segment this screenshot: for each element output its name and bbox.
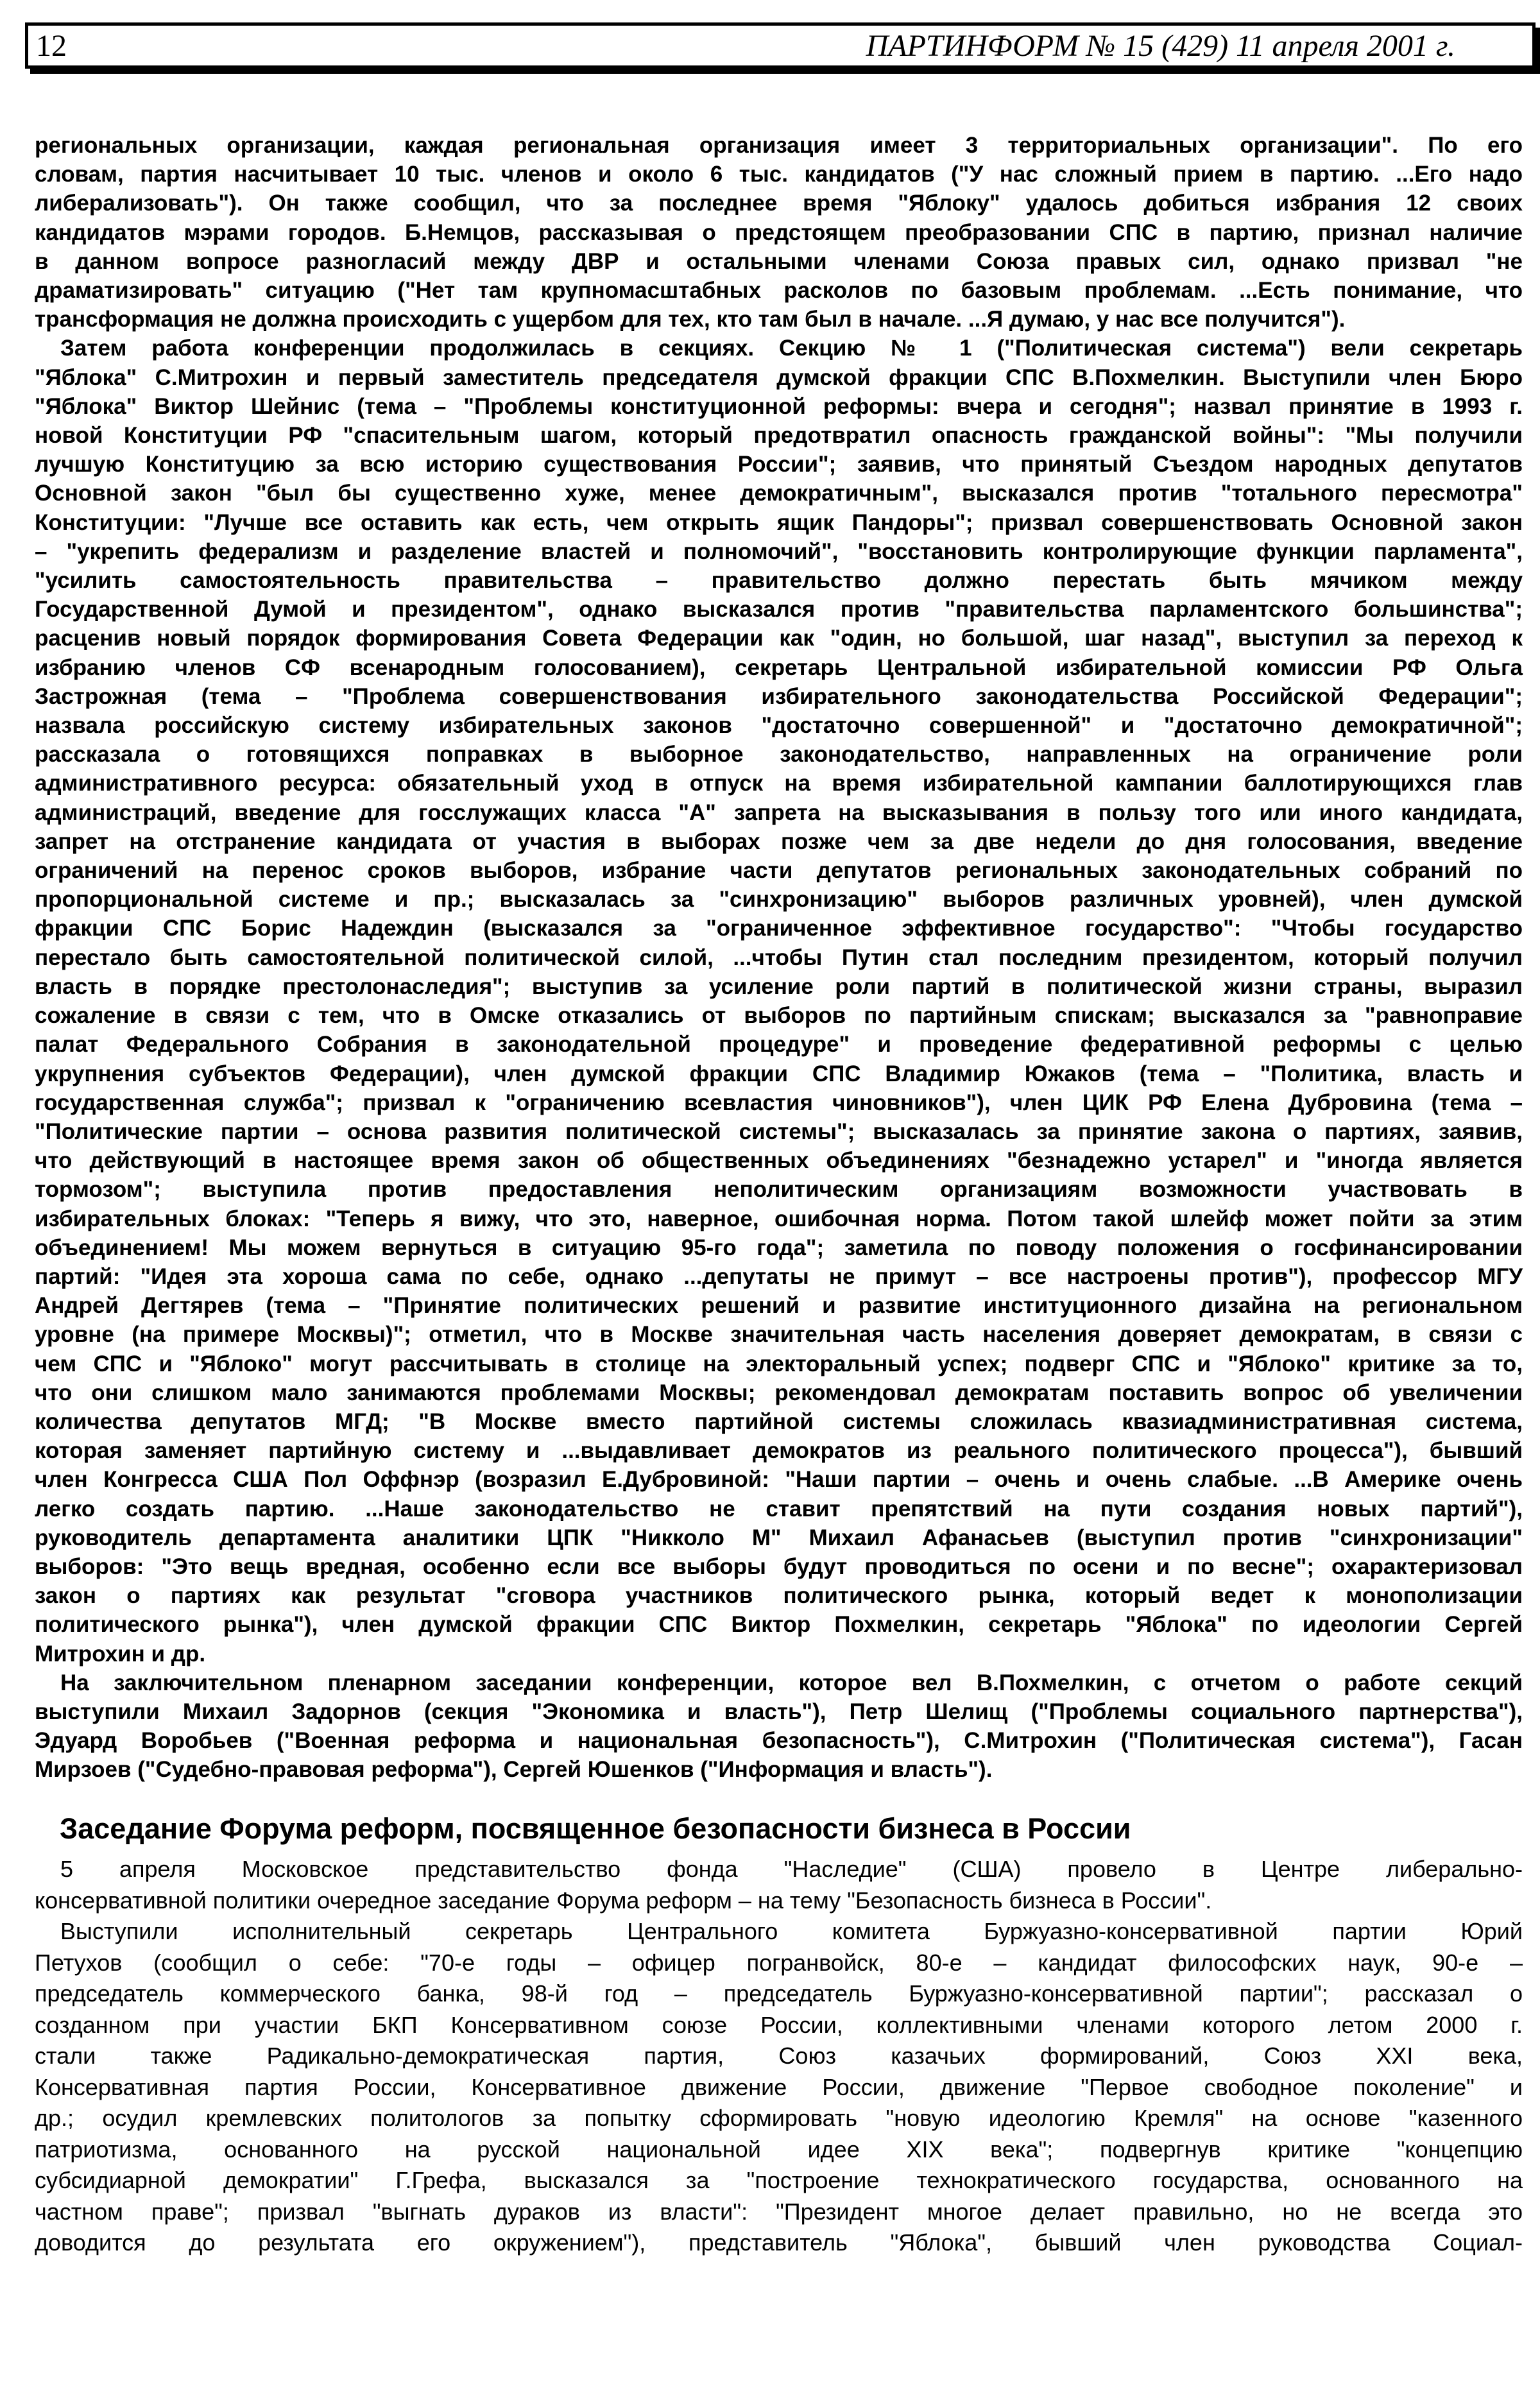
- text-line: политического рынка"), член думской фракции СПС Виктор Похмелкин, секретарь "Яблока" по идеологии Сергей: [35, 1612, 1523, 1638]
- publication-title: ПАРТИНФОРМ № 15 (429) 11 апреля 2001 г.: [866, 29, 1455, 63]
- page-number: 12: [36, 29, 67, 63]
- paragraph: [35, 334, 1523, 1668]
- text-line: созданном при участии БКП Консервативном союзе России, коллективными членами которого летом 2000 г.: [35, 2011, 1523, 2038]
- text-line: расценив новый порядок формирования Совета Федерации как "один, но большой, шаг назад", выступил за переход к: [35, 626, 1523, 651]
- text-line: палат Федерального Собрания в законодательной процедуре" и проведение федеративной реформы с целью: [35, 1032, 1523, 1058]
- text-line: сожаление в связи с тем, что в Омске отказались от выборов по партийным спискам; высказался за "равноправие: [35, 1003, 1523, 1029]
- text-line: закон о партиях как результат "сговора участников политического рынка, который ведет к монополизации: [35, 1583, 1523, 1609]
- text-line: "Политические партии – основа развития политической системы"; высказалась за принятие закона о партиях, заявив,: [35, 1118, 1523, 1144]
- text-line: словам, партия насчитывает 10 тыс. членов и около 6 тыс. кандидатов ("У нас сложный прием в партию. ...Его надо: [35, 162, 1523, 187]
- text-line: лучшую Конституцию за всю историю существования России"; заявив, что принятый Съездом народных депутатов: [35, 452, 1523, 477]
- text-line: "Яблока" С.Митрохин и первый заместитель председателя думской фракции СПС В.Похмелкин. Выступили член Бюро: [35, 364, 1523, 390]
- text-line: избирательных блоках: "Теперь я вижу, что это, наверное, ошибочная норма. Потом такой шлейф может пойти за этим: [35, 1206, 1523, 1231]
- text-line: Основной закон "был бы существенно хуже, менее демократичным", высказался против "тотального пересмотра": [35, 481, 1523, 506]
- text-line: тормозом"; выступила против предоставления неполитическим организациям возможности участвовать в: [35, 1177, 1523, 1203]
- text-line: которая заменяет партийную систему и ...выдавливает демократов из реального политического процесса"), бывший: [35, 1438, 1523, 1464]
- text-line: либерализовать"). Он также сообщил, что за последнее время "Яблоку" удалось добиться избрания 12 своих: [35, 191, 1523, 216]
- text-line: запрет на отстранение кандидата от участия в выборах позже чем за две недели до дня голосования, введение: [35, 828, 1523, 854]
- text-line: избранию членов СФ всенародным голосованием), секретарь Центральной избирательной комиссии РФ Ольга: [35, 655, 1523, 680]
- text-line: легко создать партию. ...Наше законодательство не ставит препятствий на пути создания новых партий"),: [35, 1496, 1523, 1521]
- text-line: выступили Михаил Задорнов (секция "Экономика и власть"), Петр Шелищ ("Проблемы социального партнерства"),: [35, 1699, 1523, 1724]
- paragraph: [35, 131, 1523, 334]
- text-line: "Яблока" Виктор Шейнис (тема – "Проблемы конституционной реформы: вчера и сегодня"; назвал принятие в 1993 г.: [35, 393, 1523, 419]
- text-line: Петухов (сообщил о себе: "70-е годы – офицер погранвойск, 80-е – кандидат философских наук, 90-е –: [35, 1949, 1523, 1976]
- text-line: перестало быть самостоятельной политической силой, ...чтобы Путин стал последним президентом, который получил: [35, 945, 1523, 970]
- text-line: субсидиарной демократии" Г.Грефа, высказался за "построение технократического государства, основанного на: [35, 2167, 1523, 2193]
- conference-report-text: [35, 131, 1523, 1785]
- text-line: председатель коммерческого банка, 98-й год – председатель Буржуазно-консервативной партии"; рассказал о: [35, 1980, 1523, 2007]
- text-line: Мирзоев ("Судебно-правовая реформа"), Сергей Юшенков ("Информация и власть").: [35, 1757, 993, 1783]
- text-line: Консервативная партия России, Консервативное движение России, движение "Первое свободное поколение" и: [35, 2073, 1523, 2100]
- text-line: выборов: "Это вещь вредная, особенно если все выборы будут проводиться по осени и по весне"; охарактеризовал: [35, 1554, 1523, 1579]
- text-line: трансформация не должна происходить с ущербом для тех, кто там был в начале. ...Я думаю, у нас все получится").: [35, 307, 1346, 332]
- text-line: консервативной политики очередное заседание Форума реформ – на тему "Безопасность бизнеса в России".: [35, 1887, 1212, 1914]
- text-line: др.; осудил кремлевских политологов за попытку сформировать "новую идеологию Кремля" на основе "казенного: [35, 2105, 1523, 2131]
- text-line: Митрохин и др.: [35, 1641, 206, 1667]
- text-line: укрупнения субъектов Федерации), член думской фракции СПС Владимир Южаков (тема – "Политика, власть и: [35, 1061, 1523, 1086]
- text-line: руководитель департамента аналитики ЦПК "Никколо М" Михаил Афанасьев (выступил против "синхронизации": [35, 1525, 1523, 1550]
- article-body: [35, 1854, 1523, 2259]
- text-line: Эдуард Воробьев ("Военная реформа и национальная безопасность"), С.Митрохин ("Политическая система"), Гасан: [35, 1728, 1523, 1754]
- text-line: стали также Радикально-демократическая партия, Союз казачьих формирований, Союз XXI века,: [35, 2043, 1523, 2069]
- text-line: Затем работа конференции продолжилась в секциях. Секцию № 1 ("Политическая система") вели секретарь: [60, 336, 1523, 361]
- text-line: партий: "Идея эта хороша сама по себе, однако ...депутаты не примут – все настроены против"), профессор МГУ: [35, 1264, 1523, 1289]
- text-line: пропорциональной системе и пр.; высказалась за "синхронизацию" выборов различных уровней), член думской: [35, 887, 1523, 913]
- text-line: рассказала о готовящихся поправках в выборное законодательство, направленных на ограничение роли: [35, 742, 1523, 767]
- text-line: – "укрепить федерализм и разделение властей и полномочий", "восстановить контролирующие функции парламента",: [35, 538, 1523, 564]
- text-line: Государственной Думой и президентом", однако высказался против "правительства парламентского большинства";: [35, 597, 1523, 622]
- text-line: Конституции: "Лучше все оставить как есть, чем открыть ящик Пандоры"; призвал совершенствовать Основной закон: [35, 510, 1523, 535]
- text-line: региональных организации, каждая региональная организация имеет 3 территориальных организации". По его: [35, 133, 1523, 158]
- text-line: администраций, введение для госслужащих класса "А" запрета на высказывания в пользу того или иного кандидата,: [35, 800, 1523, 825]
- text-line: административного ресурса: обязательный уход в отпуск на время избирательной кампании баллотирующихся глав: [35, 771, 1523, 796]
- text-line: объединением! Мы можем вернуться в ситуацию 95-го года"; заметила по поводу положения о госфинансировании: [35, 1235, 1523, 1260]
- page-header: [25, 22, 1536, 69]
- text-line: количества депутатов МГД; "В Москве вместо партийной системы сложилась квазиадминистративная система,: [35, 1409, 1523, 1434]
- paragraph: [35, 1854, 1523, 1916]
- text-line: доводится до результата его окружением"), представитель "Яблока", бывший член руководства Социал-: [35, 2229, 1523, 2256]
- text-line: драматизировать" ситуацию ("Нет там крупномасштабных расколов по базовым проблемам. ...Есть понимание, что: [35, 278, 1523, 304]
- text-line: Выступили исполнительный секретарь Центрального комитета Буржуазно-консервативной партии Юрий: [60, 1918, 1523, 1944]
- text-line: в данном вопросе разногласий между ДВР и остальными членами Союза правых сил, однако призвал "не: [35, 248, 1523, 274]
- article-heading: Заседание Форума реформ, посвященное безопасности бизнеса в России: [60, 1812, 1131, 1845]
- text-line: уровне (на примере Москвы)"; отметил, что в Москве значительная часть населения доверяет демократам, в связи с: [35, 1322, 1523, 1348]
- text-line: Андрей Дегтярев (тема – "Принятие политических решений и развитие институционного дизайна на региональном: [35, 1293, 1523, 1319]
- paragraph: [35, 1668, 1523, 1785]
- text-line: назвала российскую систему избирательных законов "достаточно совершенной" и "достаточно демократичной";: [35, 713, 1523, 739]
- text-line: фракции СПС Борис Надеждин (высказался за "ограниченное эффективное государство": "Чтобы государство: [35, 916, 1523, 941]
- text-line: частном праве"; призвал "выгнать дураков из власти": "Президент многое делает правильно, но не всегда это: [35, 2198, 1523, 2225]
- text-line: "усилить самостоятельность правительства – правительство должно перестать быть мячиком между: [35, 568, 1523, 594]
- text-line: 5 апреля Московское представительство фонда "Наследие" (США) провело в Центре либерально-: [60, 1856, 1523, 1882]
- text-line: чем СПС и "Яблоко" могут рассчитывать в столице на электоральный успех; подверг СПС и "Яблоко" критике за то,: [35, 1351, 1523, 1376]
- text-line: что действующий в настоящее время закон об общественных объединениях "безнадежно устарел" и "иногда является: [35, 1148, 1523, 1174]
- text-line: Застрожная (тема – "Проблема совершенствования избирательного законодательства Российской Федерации";: [35, 683, 1523, 709]
- text-line: кандидатов мэрами городов. Б.Немцов, рассказывая о предстоящем преобразовании СПС в партию, признал наличие: [35, 219, 1523, 245]
- paragraph: [35, 1916, 1523, 2259]
- text-line: ограничений на перенос сроков выборов, избрание части депутатов региональных законодательных собраний по: [35, 858, 1523, 884]
- text-line: государственная служба"; призвал к "ограничению всевластия чиновников"), член ЦИК РФ Елена Дубровина (тема –: [35, 1090, 1523, 1115]
- text-line: член Конгресса США Пол Оффнэр (возразил Е.Дубровиной: "Наши партии – очень и очень слабые. ...В Америке очень: [35, 1467, 1523, 1493]
- text-line: власть в порядке престолонаследия"; выступив за усиление роли партий в политической жизни страны, выразил: [35, 973, 1523, 999]
- text-line: На заключительном пленарном заседании конференции, которое вел В.Похмелкин, с отчетом о работе секций: [60, 1670, 1523, 1695]
- text-line: патриотизма, основанного на русской национальной идее XIX века"; подвергнув критике "концепцию: [35, 2136, 1523, 2163]
- text-line: новой Конституции РФ "спасительным шагом, который предотвратил опасность гражданской войны": "Мы получили: [35, 423, 1523, 449]
- text-line: что они слишком мало занимаются проблемами Москвы; рекомендовал демократам поставить вопрос об увеличении: [35, 1380, 1523, 1405]
